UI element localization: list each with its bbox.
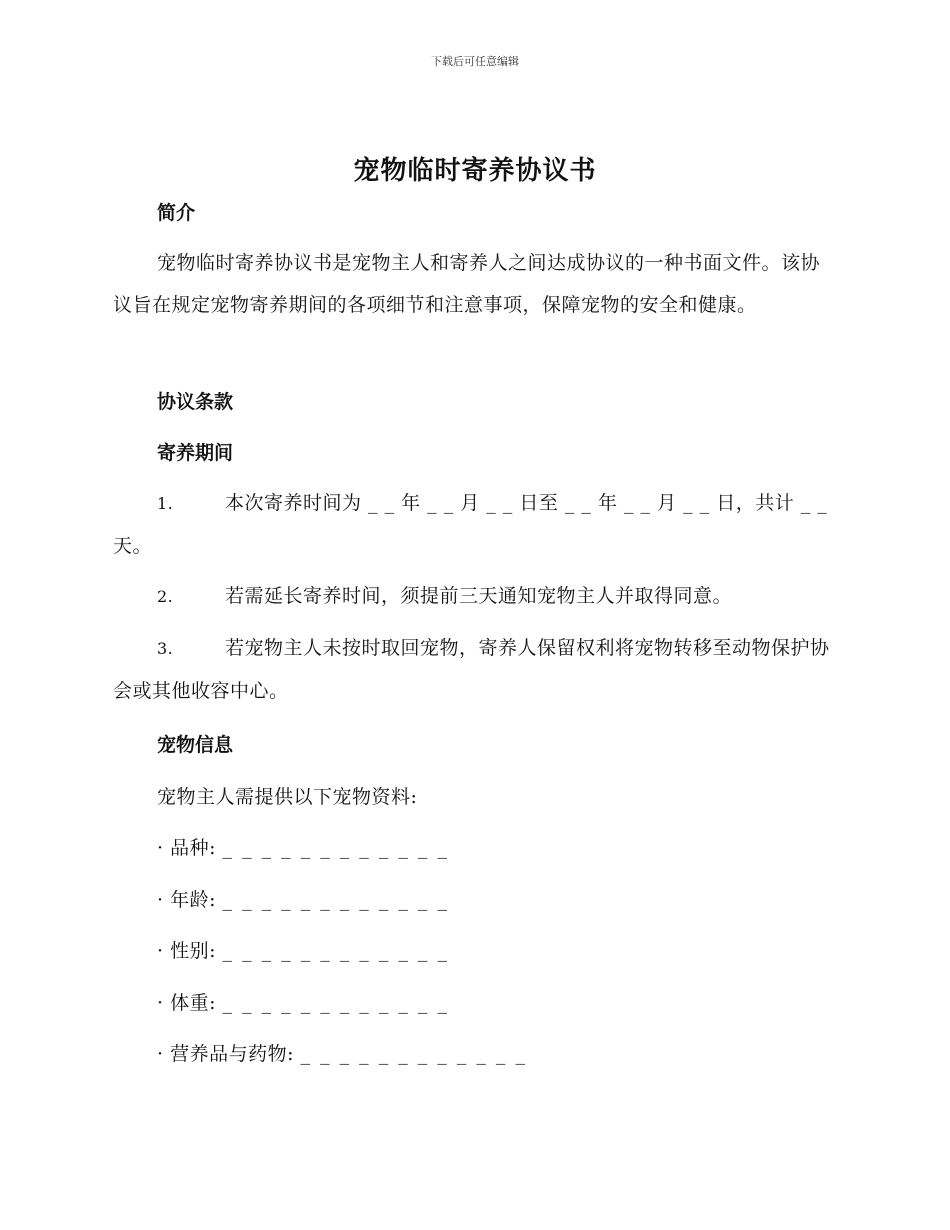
section-heading-pet-info: 宠物信息	[157, 734, 234, 756]
item-text: 本次寄养时间为 _ _ 年 _ _ 月 _ _ 日至 _ _ 年 _ _ 月 _ _ 日，共计 _ _ 天。	[113, 492, 828, 557]
period-item-1	[113, 482, 838, 567]
period-item-2	[113, 575, 838, 618]
field-blank: _ _ _ _ _ _ _ _ _ _ _ _	[222, 889, 449, 911]
pet-field-weight	[157, 988, 449, 1015]
section-heading-period: 寄养期间	[157, 442, 234, 464]
item-text: 若宠物主人未按时取回宠物，寄养人保留权利将宠物转移至动物保护协会或其他收容中心。	[113, 637, 830, 702]
field-blank: _ _ _ _ _ _ _ _ _ _ _ _	[222, 837, 449, 859]
item-text: 若需延长寄养时间，须提前三天通知宠物主人并取得同意。	[225, 585, 733, 607]
field-blank: _ _ _ _ _ _ _ _ _ _ _ _	[222, 992, 449, 1014]
document-title: 宠物临时寄养协议书	[353, 156, 597, 186]
field-label: · 体重:	[157, 992, 216, 1014]
field-blank: _ _ _ _ _ _ _ _ _ _ _ _	[222, 940, 449, 962]
field-label: · 性别:	[157, 940, 216, 962]
pet-field-breed	[157, 833, 449, 860]
item-number: 2.	[157, 587, 174, 606]
field-label: · 年龄:	[157, 889, 216, 911]
section-heading-terms: 协议条款	[157, 391, 234, 413]
section-heading-intro: 简介	[157, 202, 196, 224]
field-blank: _ _ _ _ _ _ _ _ _ _ _ _	[300, 1043, 527, 1065]
pet-field-age	[157, 885, 449, 912]
pet-field-sex	[157, 936, 449, 963]
field-label: · 品种:	[157, 837, 216, 859]
period-item-3	[113, 627, 838, 712]
intro-paragraph: 宠物临时寄养协议书是宠物主人和寄养人之间达成协议的一种书面文件。该协议旨在规定宠物寄养期间的各项细节和注意事项，保障宠物的安全和健康。	[113, 252, 821, 316]
pet-info-lead: 宠物主人需提供以下宠物资料:	[157, 786, 418, 808]
page-header-note: 下载后可任意编辑	[431, 55, 519, 68]
pet-field-supplements-medicine	[157, 1039, 527, 1066]
field-label: · 营养品与药物:	[157, 1043, 294, 1065]
item-number: 3.	[157, 639, 174, 658]
item-number: 1.	[157, 494, 174, 513]
